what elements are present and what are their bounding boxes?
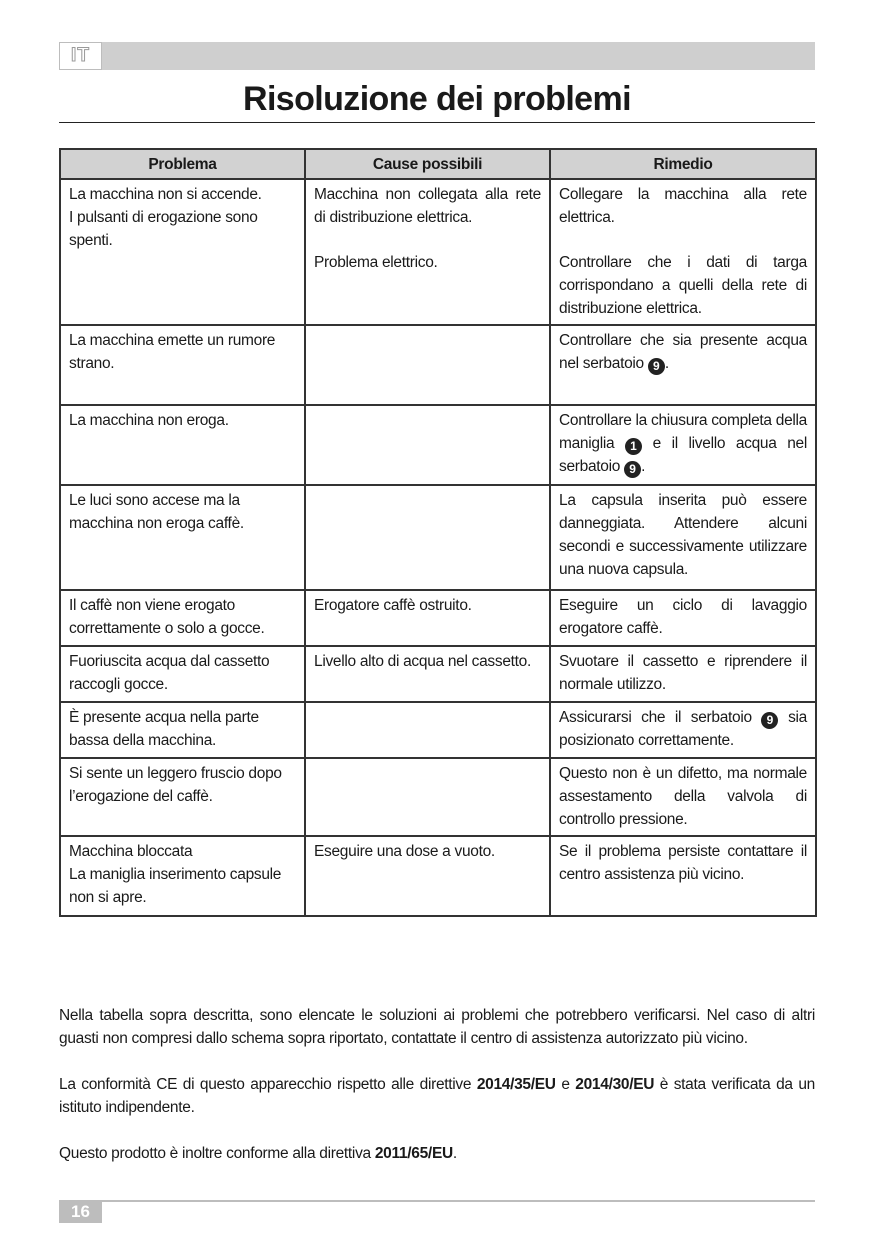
cell-text: È presente acqua nella parte bassa della macchina. bbox=[69, 709, 259, 749]
problem-cell bbox=[60, 646, 305, 702]
cell-text: Livello alto di acqua nel cassetto. bbox=[314, 653, 531, 670]
component-number-badge: 9 bbox=[648, 358, 665, 375]
table-row bbox=[60, 836, 816, 916]
table-row bbox=[60, 179, 816, 325]
directive-code: 2014/30/EU bbox=[575, 1076, 655, 1093]
text-span: . bbox=[664, 355, 669, 372]
problem-cell bbox=[60, 836, 305, 916]
cell-text: I pulsanti di erogazione sono spenti. bbox=[69, 209, 258, 249]
cell-text bbox=[559, 329, 807, 375]
text-span: Assicurarsi che il serbatoio bbox=[559, 709, 762, 726]
cell-text: Eseguire una dose a vuoto. bbox=[314, 843, 495, 860]
cause-cell bbox=[305, 758, 550, 836]
remedy-cell bbox=[550, 325, 816, 405]
cell-text: Svuotare il cassetto e riprendere il normale utilizzo. bbox=[559, 653, 807, 693]
column-header-problem: Problema bbox=[60, 149, 305, 179]
cell-text: Eseguire un ciclo di lavaggio erogatore caffè. bbox=[559, 597, 807, 637]
page-title: Risoluzione dei problemi bbox=[243, 80, 631, 118]
table-row bbox=[60, 485, 816, 590]
directive-code: 2014/35/EU bbox=[476, 1076, 556, 1093]
remedy-cell bbox=[550, 646, 816, 702]
problem-cell bbox=[60, 405, 305, 485]
cell-text: La capsula inserita può essere danneggiata. Attendere alcuni secondi e successivamente utilizzare una nuova capsula. bbox=[559, 492, 807, 578]
problem-cell bbox=[60, 179, 305, 325]
cause-cell bbox=[305, 836, 550, 916]
page-number: 16 bbox=[59, 1201, 102, 1223]
cell-text: Si sente un leggero fruscio dopo l’erogazione del caffè. bbox=[69, 765, 282, 805]
table-header-row bbox=[60, 149, 816, 179]
table-row bbox=[60, 646, 816, 702]
cause-cell bbox=[305, 179, 550, 325]
cause-cell bbox=[305, 646, 550, 702]
cell-text: Fuoriuscita acqua dal cassetto raccogli gocce. bbox=[69, 653, 270, 693]
language-label: IT bbox=[59, 42, 102, 70]
table-row bbox=[60, 325, 816, 405]
text-span: Controllare la chiusura completa della maniglia bbox=[559, 412, 807, 452]
text-span: sia posizionato correttamente. bbox=[559, 709, 807, 749]
cell-text: Macchina bloccata bbox=[69, 843, 193, 860]
cell-text: La maniglia inserimento capsule non si apre. bbox=[69, 866, 282, 906]
cell-text: Problema elettrico. bbox=[314, 254, 438, 271]
cell-text: Macchina non collegata alla rete di distribuzione elettrica. bbox=[314, 186, 541, 226]
cell-text: Collegare la macchina alla rete elettrica. bbox=[559, 186, 807, 226]
cell-text bbox=[559, 706, 807, 752]
rohs-conformity-note: Questo prodotto è inoltre conforme alla direttiva 2011/65/EU. bbox=[59, 1145, 457, 1162]
header-bar bbox=[59, 42, 815, 70]
problem-cell bbox=[60, 590, 305, 646]
table-row bbox=[60, 405, 816, 485]
cell-text: La macchina non si accende. bbox=[69, 186, 262, 203]
cell-text: Le luci sono accese ma la macchina non eroga caffè. bbox=[69, 492, 244, 532]
problem-cell bbox=[60, 325, 305, 405]
column-header-causes: Cause possibili bbox=[305, 149, 550, 179]
remedy-cell bbox=[550, 179, 816, 325]
cause-cell bbox=[305, 325, 550, 405]
text-span: . bbox=[641, 458, 646, 475]
remedy-cell bbox=[550, 758, 816, 836]
directive-code: 2011/65/EU bbox=[374, 1145, 453, 1162]
remedy-cell bbox=[550, 590, 816, 646]
table-row bbox=[60, 758, 816, 836]
text-span: e il livello acqua nel serbatoio bbox=[559, 435, 807, 475]
footer-divider bbox=[59, 1200, 815, 1202]
problem-cell bbox=[60, 702, 305, 758]
problem-cell bbox=[60, 758, 305, 836]
cell-text: Se il problema persiste contattare il centro assistenza più vicino. bbox=[559, 843, 807, 883]
table-row bbox=[60, 590, 816, 646]
table-row bbox=[60, 702, 816, 758]
cell-text: La macchina non eroga. bbox=[69, 412, 229, 429]
remedy-cell bbox=[550, 405, 816, 485]
ce-conformity-note: La conformità CE di questo apparecchio rispetto alle direttive 2014/35/EU e 2014/30/EU è stata verificata da un istituto indipendente. bbox=[59, 1076, 815, 1116]
component-number-badge: 9 bbox=[761, 712, 778, 729]
cell-text bbox=[559, 409, 807, 478]
remedy-cell bbox=[550, 836, 816, 916]
component-number-badge: 9 bbox=[624, 461, 641, 478]
component-number-badge: 1 bbox=[625, 438, 642, 455]
title-divider bbox=[59, 122, 815, 123]
cause-cell bbox=[305, 702, 550, 758]
cause-cell bbox=[305, 485, 550, 590]
cause-cell bbox=[305, 405, 550, 485]
cell-text: La macchina emette un rumore strano. bbox=[69, 332, 276, 372]
problem-cell bbox=[60, 485, 305, 590]
cell-text: Erogatore caffè ostruito. bbox=[314, 597, 472, 614]
note-paragraph: Nella tabella sopra descritta, sono elencate le soluzioni ai problemi che potrebbero verificarsi. Nel caso di altri guasti non compresi dallo schema sopra riportato, contattate il centro di assistenza autorizzato più vicino. bbox=[59, 1007, 815, 1047]
remedy-cell bbox=[550, 702, 816, 758]
troubleshooting-table bbox=[59, 148, 817, 917]
notes-section bbox=[59, 1004, 815, 1188]
remedy-cell bbox=[550, 485, 816, 590]
text-span: Controllare che sia presente acqua nel serbatoio bbox=[559, 332, 807, 372]
cause-cell bbox=[305, 590, 550, 646]
cell-text: Il caffè non viene erogato correttamente o solo a gocce. bbox=[69, 597, 265, 637]
column-header-remedy: Rimedio bbox=[550, 149, 816, 179]
cell-text: Questo non è un difetto, ma normale assestamento della valvola di controllo pressione. bbox=[559, 765, 807, 828]
cell-text: Controllare che i dati di targa corrispondano a quelli della rete di distribuzione elettrica. bbox=[559, 254, 807, 317]
